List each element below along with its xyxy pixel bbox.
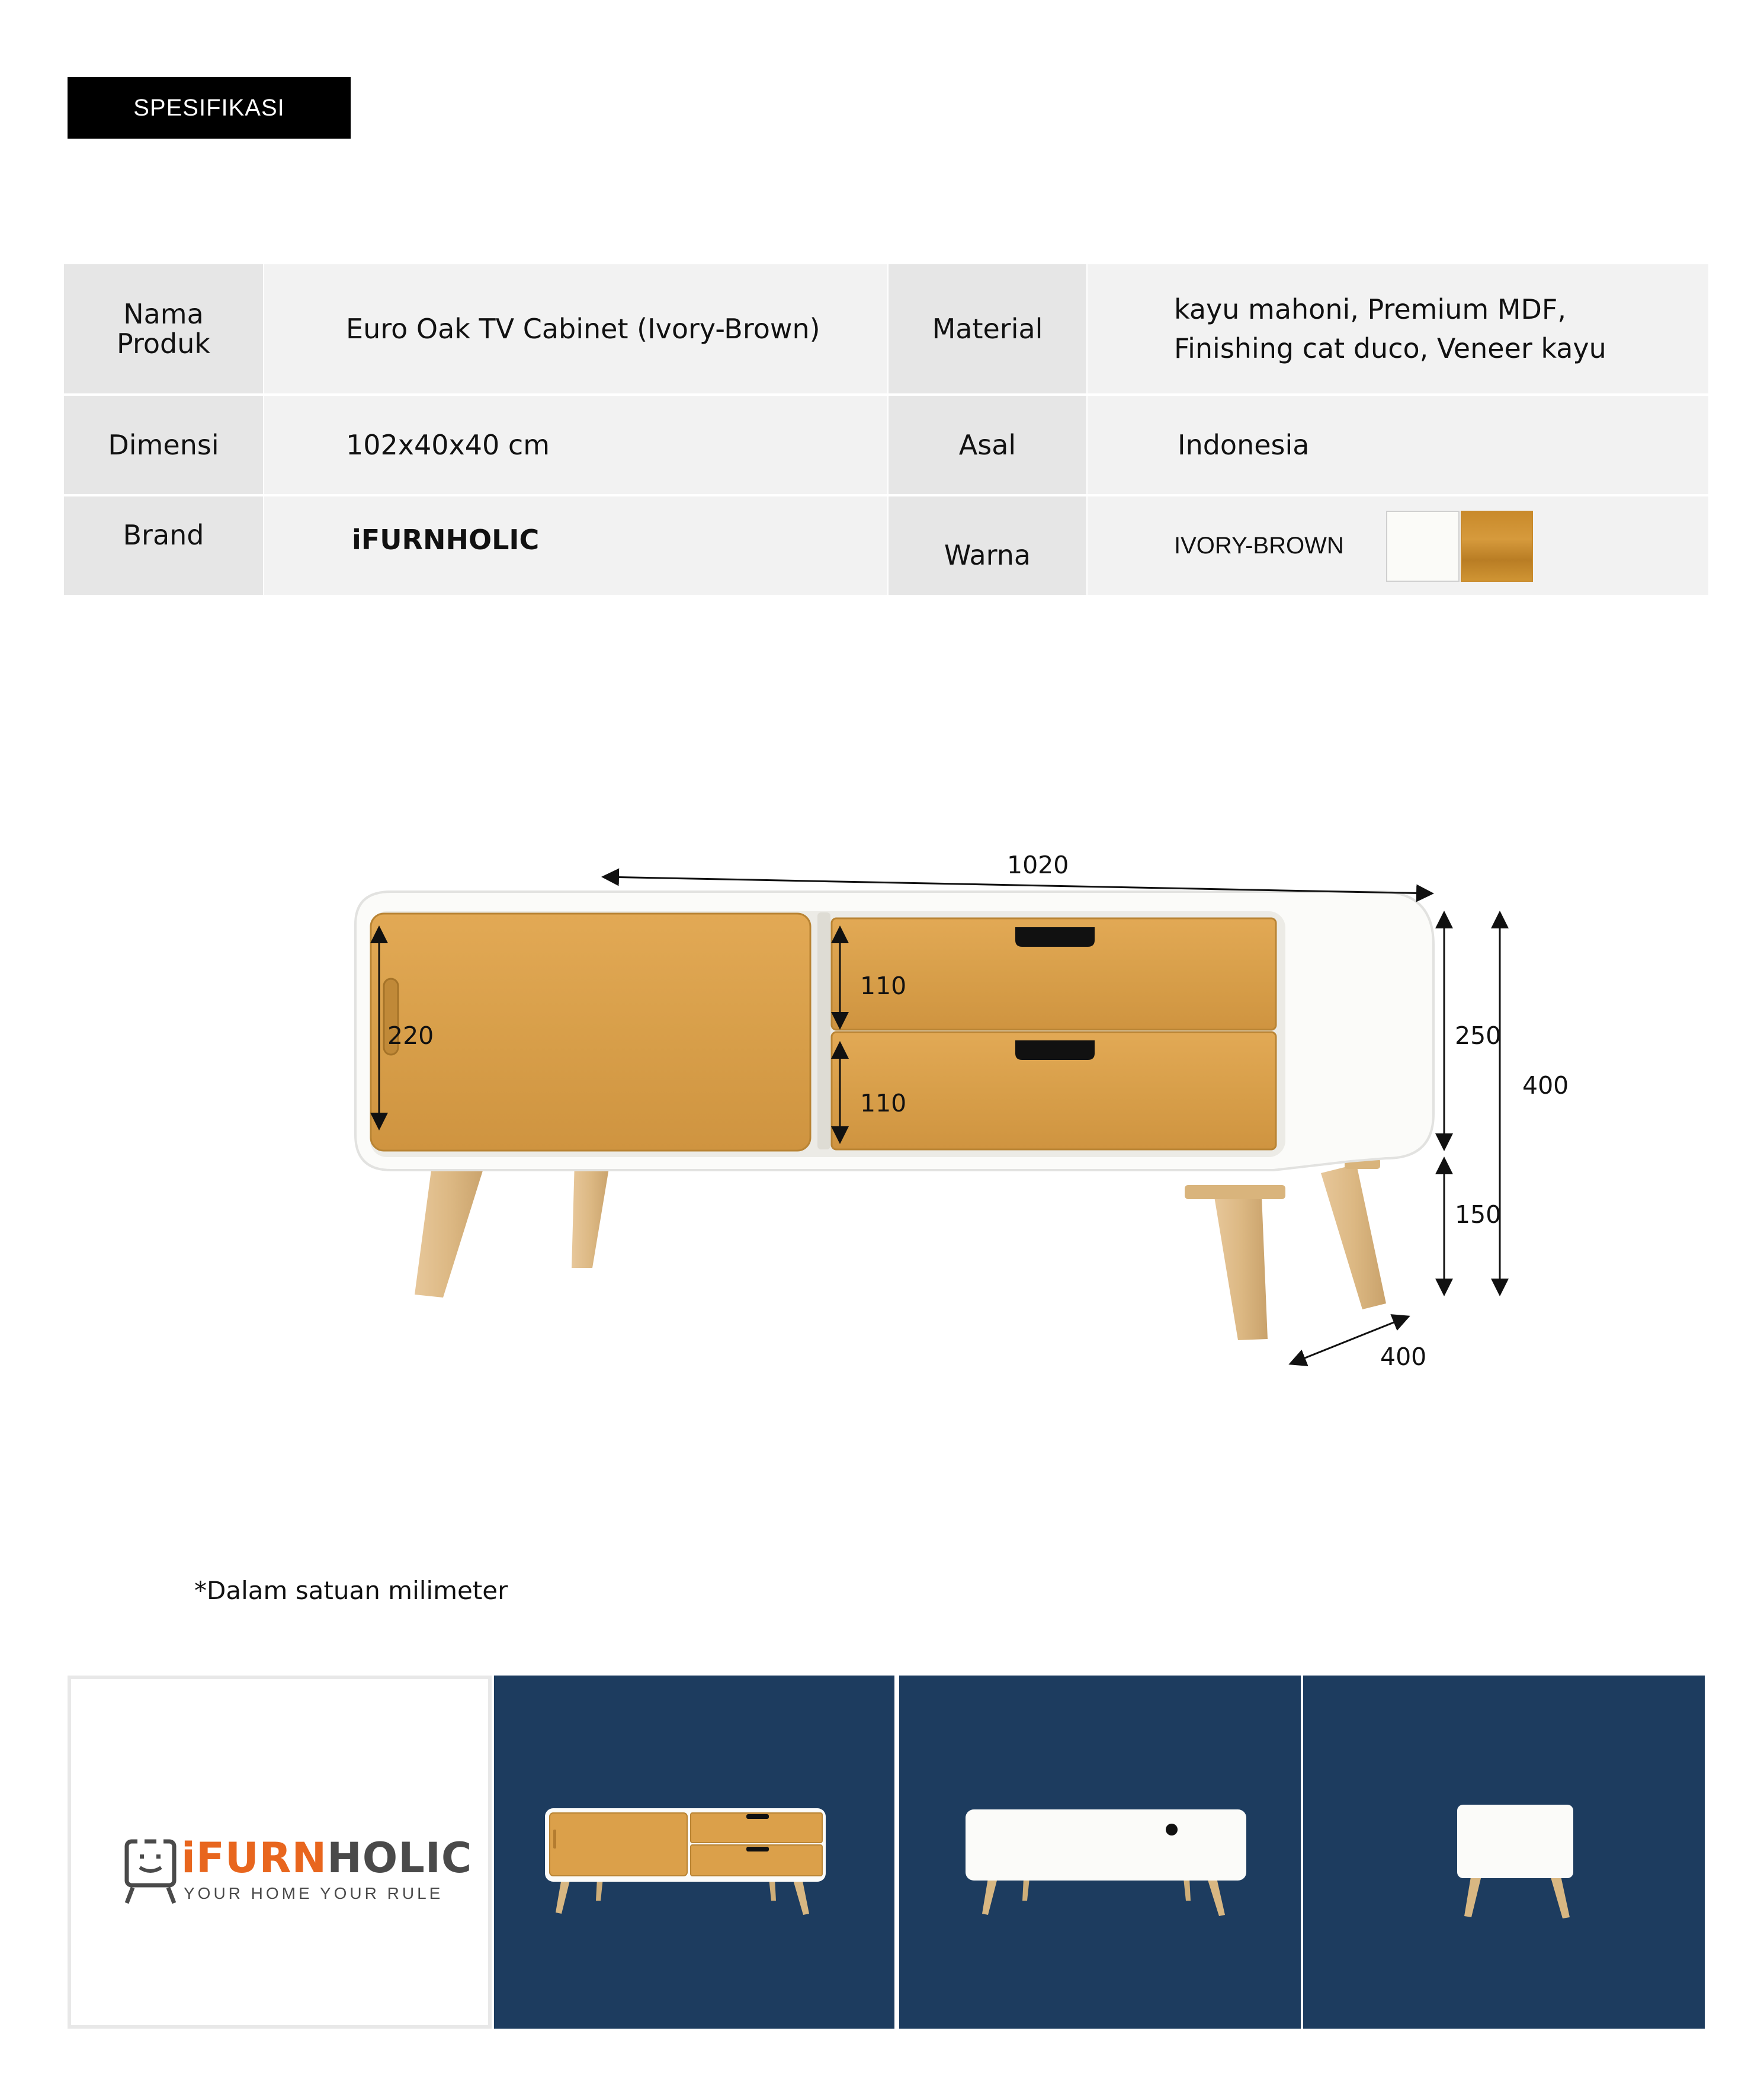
spec-value-dimensi-text: 102x40x40 cm (346, 429, 550, 461)
spec-value-nama-text: Euro Oak TV Cabinet (Ivory-Brown) (346, 313, 820, 345)
spec-value-warna-text: IVORY-BROWN (1174, 533, 1344, 559)
spec-value-asal-text: Indonesia (1178, 429, 1310, 461)
spec-value-dimensi (264, 396, 887, 494)
dimension-label-drawer-top: 110 (860, 972, 907, 1000)
spec-value-nama (264, 264, 887, 393)
spec-value-brand (264, 496, 887, 595)
brand-logo-wordmark (181, 1834, 472, 1882)
cabinet-legs (415, 1152, 1386, 1340)
color-swatch-brown (1461, 511, 1533, 582)
spec-label-dimensi (64, 396, 263, 494)
brand-logo-panel (68, 1676, 492, 2029)
gallery-front-view[interactable] (494, 1676, 894, 2029)
spec-label-warna (889, 496, 1086, 595)
spec-label-asal-text: Asal (958, 429, 1016, 461)
gallery-back-view[interactable] (899, 1676, 1301, 2029)
dimension-label-body-height: 250 (1455, 1021, 1502, 1050)
spec-label-asal (889, 396, 1086, 494)
spec-label-material (889, 264, 1086, 393)
dimension-label-depth: 400 (1380, 1343, 1427, 1371)
spec-label-nama-text: Nama Produk (117, 298, 210, 360)
cabinet-front-thumbnail (544, 1801, 828, 1926)
tv-logo-icon (122, 1837, 179, 1905)
spec-label-dimensi-text: Dimensi (108, 429, 219, 461)
section-tab-spesifikasi (68, 77, 351, 139)
spec-label-brand (64, 496, 263, 595)
dimension-label-width: 1020 (1007, 851, 1069, 879)
spec-value-brand-text: iFURNHOLIC (352, 524, 540, 556)
spec-label-nama (64, 264, 263, 393)
brand-logo-rest: HOLIC (327, 1834, 473, 1882)
color-swatch-ivory (1386, 511, 1460, 582)
cabinet-body (355, 892, 1433, 1170)
dimension-label-total-height: 400 (1522, 1071, 1569, 1100)
section-tab-label: SPESIFIKASI (133, 94, 285, 121)
dimension-label-drawer-bottom: 110 (860, 1089, 907, 1117)
brand-logo-tagline: YOUR HOME YOUR RULE (184, 1884, 444, 1902)
cabinet-back-thumbnail (964, 1801, 1249, 1926)
spec-value-material-line2: Finishing cat duco, Veneer kayu (1174, 332, 1606, 364)
spec-value-material (1088, 264, 1708, 393)
dimension-label-leg-height: 150 (1455, 1200, 1502, 1229)
brand-logo-orange: FURN (196, 1834, 328, 1882)
spec-label-brand-text: Brand (123, 519, 204, 551)
cabinet-side-thumbnail (1454, 1796, 1578, 1930)
brand-logo-prefix: i (181, 1834, 196, 1882)
spec-label-warna-text: Warna (944, 539, 1031, 571)
unit-note: *Dalam satuan milimeter (194, 1576, 508, 1605)
dimension-label-door-height: 220 (387, 1021, 434, 1050)
gallery-side-view[interactable] (1303, 1676, 1705, 2029)
spec-value-material-line1: kayu mahoni, Premium MDF, (1174, 293, 1566, 325)
spec-label-material-text: Material (932, 313, 1043, 345)
spec-value-asal (1088, 396, 1708, 494)
